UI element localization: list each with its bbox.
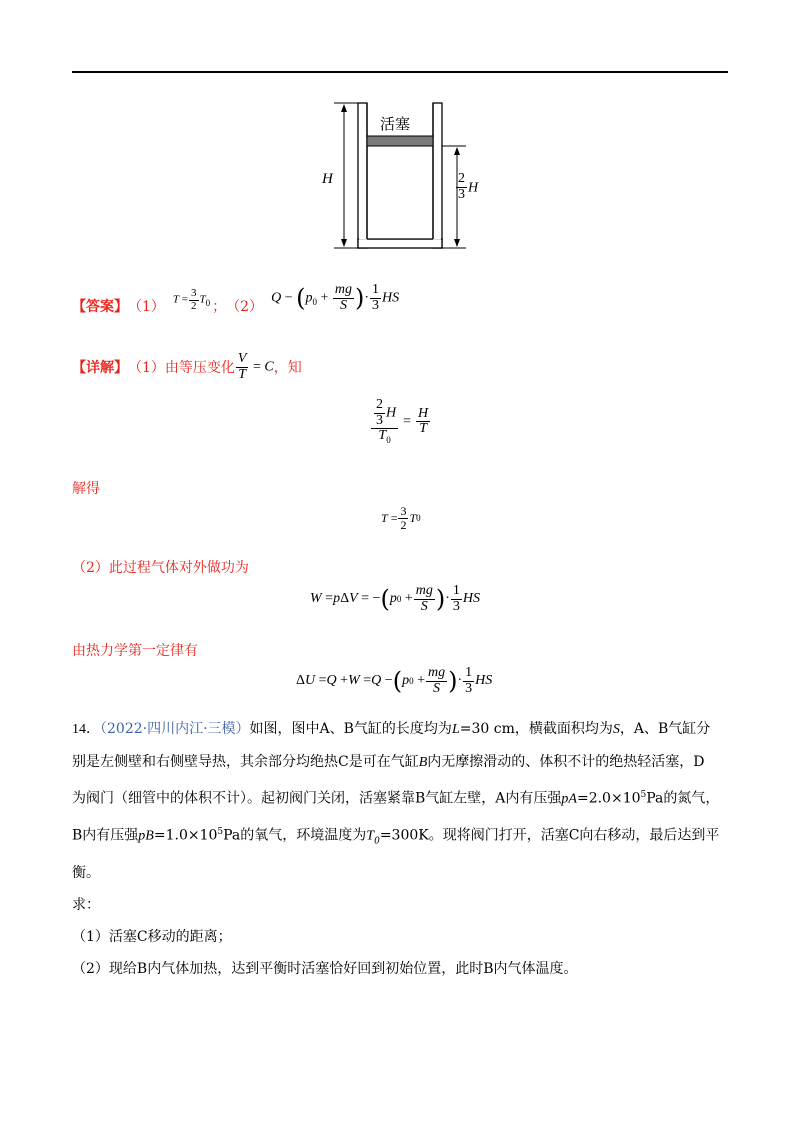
piston	[367, 136, 433, 146]
problem-line-1: 14．（2022·四川内江·三模）如图，图中A、B气缸的长度均为L=30 cm，横截面积均为S，A、B气缸分	[72, 721, 711, 737]
question-2: （2）现给B内气体加热，达到平衡时活塞恰好回到初始位置，此时B内气体温度。	[72, 961, 578, 978]
question-1: （1）活塞C移动的距离；	[72, 929, 232, 946]
problem-line-5: 求：	[72, 897, 100, 914]
part2-label: （2）此过程气体对外做功为	[72, 560, 249, 576]
cylinder-bottom	[358, 239, 442, 248]
solve-label: 解得	[72, 481, 100, 497]
problem-14	[72, 713, 732, 985]
problem-source: （2022·四川内江·三模）	[100, 721, 250, 737]
cylinder-left-wall	[358, 103, 367, 248]
problem-line-2: 别是左侧壁和右侧壁导热，其余部分均绝热C是可在气缸B内无摩擦滑动的、体积不计的绝热轻活塞，D	[72, 754, 705, 770]
piston-label: 活塞	[380, 115, 411, 133]
answer-line: 【答案】 （1） T = $\frac{3}{2}$ $T_0$ ； （2） $Q - (p_0$ + $\frac{mg}{S}$ )· $\frac{1}{3}$ HS	[72, 281, 400, 315]
two-thirds-h-label: $\frac{2}{3}$ H	[458, 171, 479, 202]
header-rule	[72, 71, 728, 73]
law-label: 由热力学第一定律有	[72, 643, 198, 659]
cylinder-right-wall	[433, 103, 442, 248]
equation-temperature: T = $\frac{3}{2}$ T 0	[381, 504, 421, 532]
equation-work: W = p Δ V = − ( p 0 + $\frac{mg}{S}$ ) · $\frac{1}{3}$ HS	[310, 583, 481, 614]
problem-line-4: B内有压强$pB=1.0\times 10^5Pa$的氧气，环境温度为$T_0=300K$。现将阀门打开，活塞C向右移动，最后达到平衡。	[72, 826, 720, 882]
height-label: H	[322, 171, 333, 187]
equation-isobaric: $\frac{2}{3}$ H $T_0$ = $\frac{H}{T}$	[370, 398, 431, 446]
equation-first-law: Δ U = Q + W = Q − ( p 0 + $\frac{mg}{S}$ ) · $\frac{1}{3}$ HS	[296, 665, 493, 696]
answer-tag: 【答案】	[72, 299, 128, 315]
problem-line-3: 为阀门（细管中的体积不计）。起初阀门关闭，活塞紧靠B气缸左壁，A内有压强$pA=2.0\times 10^5Pa$的氮气，	[72, 790, 720, 807]
detail-line-1: 【详解】 （1）由等压变化 $\frac{V}{T}$ = C ，知	[72, 351, 302, 382]
